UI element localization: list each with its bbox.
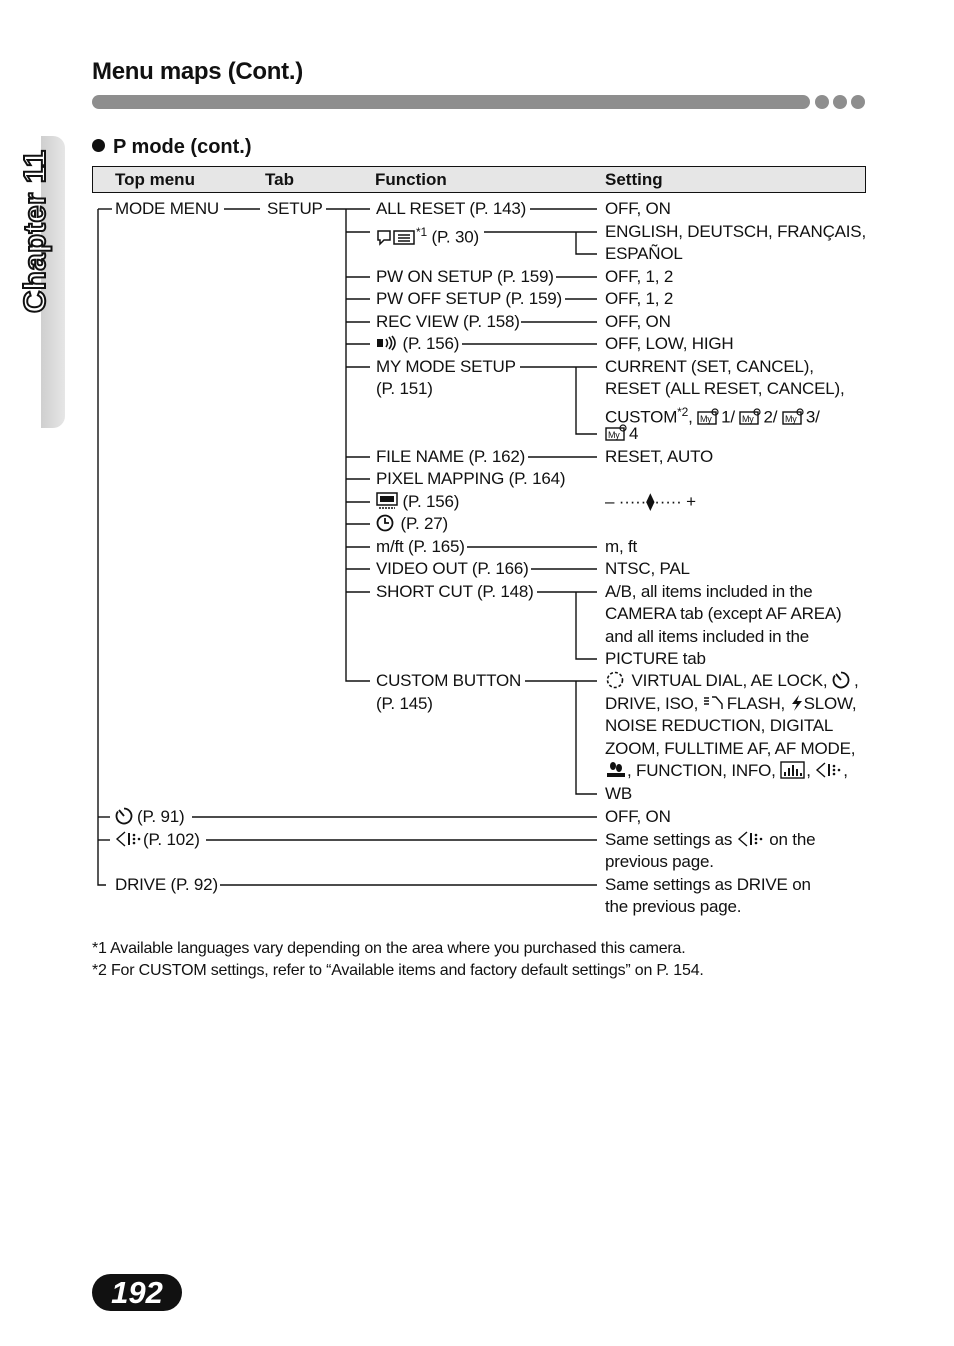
setting-custom-3: NOISE REDUCTION, DIGITAL [605,716,834,735]
setting-all-reset: OFF, ON [605,199,671,218]
setting-rec-view: OFF, ON [605,312,671,331]
setting-my-mode-1: CURRENT (SET, CANCEL), [605,357,814,376]
my-mode-icon [782,408,806,425]
setting-drive-2: the previous page. [605,897,742,916]
setting-m-ft: m, ft [605,537,638,556]
white-balance-icon [115,830,143,848]
setting-language-1: ENGLISH, DEUTSCH, FRANÇAIS, [605,222,866,241]
setting-short-cut-4: PICTURE tab [605,649,706,668]
function-pixel-mapping: PIXEL MAPPING (P. 164) [376,469,566,488]
function-pw-off-setup: PW OFF SETUP (P. 159) [376,289,562,308]
monitor-icon [376,492,398,509]
page-number: 192 [92,1274,182,1311]
setting-white-balance-2: previous page. [605,852,714,871]
function-my-mode-setup: MY MODE SETUP [376,357,516,376]
top-menu-white-balance [115,829,200,851]
flash-intensity-icon [703,695,727,711]
function-m-ft: m/ft (P. 165) [376,537,465,556]
function-language [376,221,479,249]
flash-bolt-icon [790,694,804,712]
footnote-1: *1 Available languages vary depending on the area where you purchased this camera. [92,940,686,957]
top-menu-drive: DRIVE (P. 92) [115,875,218,894]
setting-self-timer: OFF, ON [605,807,671,826]
setting-language-2: ESPAÑOL [605,244,683,263]
setting-custom-5-text: , FUNCTION, INFO, [627,761,776,780]
function-my-mode-setup-ref: (P. 151) [376,379,433,398]
setting-drive-1: Same settings as DRIVE on [605,875,811,894]
setting-white-balance-1 [605,829,815,851]
column-header-tab: Tab [265,170,294,189]
page-title: Menu maps (Cont.) [92,58,303,85]
setting-monitor-scale: – ·····⧫····· + [605,492,696,511]
white-balance-page-ref: (P. 102) [143,830,200,849]
svg-text:My: My [784,413,797,424]
setting-custom-4: ZOOM, FULLTIME AF, AF MODE, [605,739,856,758]
function-rec-view: REC VIEW (P. 158) [376,312,520,331]
self-timer-page-ref: (P. 91) [137,807,185,826]
monitor-page-ref: (P. 156) [402,492,460,511]
self-timer-icon [115,807,137,825]
setting-pw-on: OFF, 1, 2 [605,267,674,286]
my-mode-icon [605,424,629,441]
my-mode-number-1: 1 [721,407,731,427]
setting-video-out: NTSC, PAL [605,559,690,578]
setting-short-cut-3: and all items included in the [605,627,809,646]
function-custom-button: CUSTOM BUTTON [376,671,522,690]
setting-short-cut-2: CAMERA tab (except AF AREA) [605,604,842,623]
function-all-reset: ALL RESET (P. 143) [376,199,527,218]
my-mode-number-2: 2 [763,407,773,427]
svg-text:My: My [742,413,755,424]
white-balance-icon [815,761,843,779]
my-mode-number-4: 4 [629,424,639,443]
self-timer-icon [832,671,854,689]
function-volume [376,333,459,355]
section-title-text: P mode (cont.) [113,136,252,158]
speaker-volume-icon [376,335,398,351]
function-pw-on-setup: PW ON SETUP (P. 159) [376,267,554,286]
language-icon [376,228,416,246]
setting-pw-off: OFF, 1, 2 [605,289,674,308]
setting-custom-2 [605,693,856,715]
my-mode-number-3: 3 [805,407,816,427]
setting-custom-5: , FUNCTION, INFO, , , [605,760,848,782]
setting-custom-2c: SLOW, [803,694,857,713]
setting-file-name: RESET, AUTO [605,447,714,466]
setting-custom-2a: DRIVE, ISO, [605,694,699,713]
setting-wb-text-a: Same settings as [605,830,733,849]
setting-custom-2b: FLASH, [726,694,786,713]
footnote-2: *2 For CUSTOM settings, refer to “Available items and factory default settings” on P. 154. [92,962,704,979]
tab-setup: SETUP [267,199,323,218]
column-header-function: Function [375,170,447,189]
setting-custom-1: VIRTUAL DIAL, AE LOCK, , [605,670,859,692]
function-clock [376,513,448,535]
function-video-out: VIDEO OUT (P. 166) [376,559,529,578]
volume-page-ref: (P. 156) [402,334,460,353]
setting-short-cut-1: A/B, all items included in the [605,582,813,601]
column-header-setting: Setting [605,170,663,189]
macro-flower-icon [605,761,627,779]
column-header-top-menu: Top menu [115,170,195,189]
chapter-label: Chapter 11 [17,149,52,313]
setting-custom-1-text: VIRTUAL DIAL, AE LOCK, [631,671,828,690]
setting-custom-label: CUSTOM [605,407,678,427]
setting-wb-text-b: on the [769,830,816,849]
footnote-2-marker: *2 [677,405,689,419]
my-mode-icon [739,408,763,425]
top-menu-self-timer [115,806,184,828]
footnote-1-marker: *1 [416,225,427,239]
setting-custom-6: WB [605,784,632,803]
function-custom-button-ref: (P. 145) [376,694,433,713]
setting-my-mode-3: CUSTOM$^{*2}$, My 1/ My 2/ My 3/ [605,405,820,427]
virtual-dial-icon [605,671,627,689]
setting-custom-sep: , [688,407,698,427]
histogram-icon [780,761,806,779]
top-menu-mode-menu: MODE MENU [115,199,219,218]
my-mode-icon [697,408,721,425]
white-balance-icon [737,830,765,848]
setting-my-mode-2: RESET (ALL RESET, CANCEL), [605,379,845,398]
function-file-name: FILE NAME (P. 162) [376,447,526,466]
setting-my-mode-4 [605,423,638,445]
clock-icon [376,514,396,532]
clock-page-ref: (P. 27) [400,514,448,533]
function-monitor-brightness [376,491,459,513]
language-page-ref: (P. 30) [431,227,479,247]
svg-text:My: My [608,430,620,440]
function-short-cut: SHORT CUT (P. 148) [376,582,534,601]
svg-text:My: My [700,413,712,424]
setting-volume: OFF, LOW, HIGH [605,334,734,353]
